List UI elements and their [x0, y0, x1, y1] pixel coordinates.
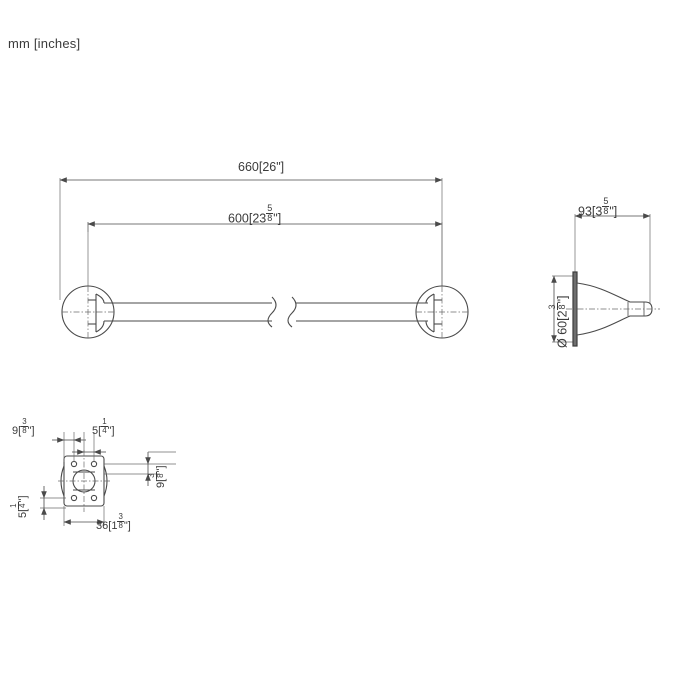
dim-plate-width: 36[1 $\frac{3}{8}$ "] [96, 512, 131, 533]
dim-flange-diameter-inch-whole: 2 [555, 310, 570, 318]
dim-projection-inch-whole: 3 [595, 204, 603, 219]
dim-center-to-center-mm: 600 [228, 211, 249, 226]
fraction-1-4-a: $\frac{1}{4}$ [102, 417, 107, 435]
fraction-3-8-c: 3 8 [147, 473, 165, 478]
fraction-3-8-d: $\frac{3}{8}$ [118, 512, 123, 530]
fraction-5-8: $\frac{5}{8}$ [267, 203, 273, 223]
dim-hole-offset-left-mm: 5 [92, 425, 99, 438]
dim-flange-diameter-mm: 60 [555, 320, 570, 335]
dim-projection-mm: 93 [578, 204, 592, 219]
dim-center-to-center: 600[23 $\frac{5}{8}$ "] [228, 203, 282, 226]
dim-plate-width-mm: 36 [96, 520, 109, 533]
dim-overall-length: 660[26"] [238, 160, 285, 174]
dim-center-to-center-inch-whole: 23 [252, 211, 267, 226]
units-note: mm [inches] [8, 36, 81, 51]
dim-hole-offset-left: 5[ $\frac{1}{4}$ "] [92, 417, 115, 438]
fraction-5-8-b: $\frac{5}{8}$ [603, 196, 609, 216]
dim-vertical-offset-mm: 5 [17, 511, 30, 518]
dim-plate-width-inch-whole: 1 [111, 520, 118, 533]
dim-flange-diameter: Ø 60[2 3 8 "] [547, 295, 570, 348]
dim-edge-offset-left: 9[ $\frac{3}{8}$ "] [12, 417, 35, 438]
dim-vertical-offset: 5[ 1 4 "] [9, 495, 30, 518]
fraction-1-4-b: 1 4 [9, 503, 27, 508]
diameter-symbol-icon: Ø [555, 338, 570, 348]
dim-hole-offset-right: 9[ 3 8 "] [147, 465, 168, 488]
dim-overall-length-mm: 660 [238, 160, 259, 174]
dim-projection: 93[3 $\frac{5}{8}$ "] [578, 196, 618, 219]
dim-edge-offset-left-mm: 9 [12, 425, 19, 438]
fraction-3-8-a: 3 8 [547, 304, 567, 310]
fraction-3-8-b: $\frac{3}{8}$ [22, 417, 27, 435]
dim-hole-offset-right-mm: 9 [155, 481, 168, 488]
dim-overall-length-inch: 26 [262, 160, 277, 174]
